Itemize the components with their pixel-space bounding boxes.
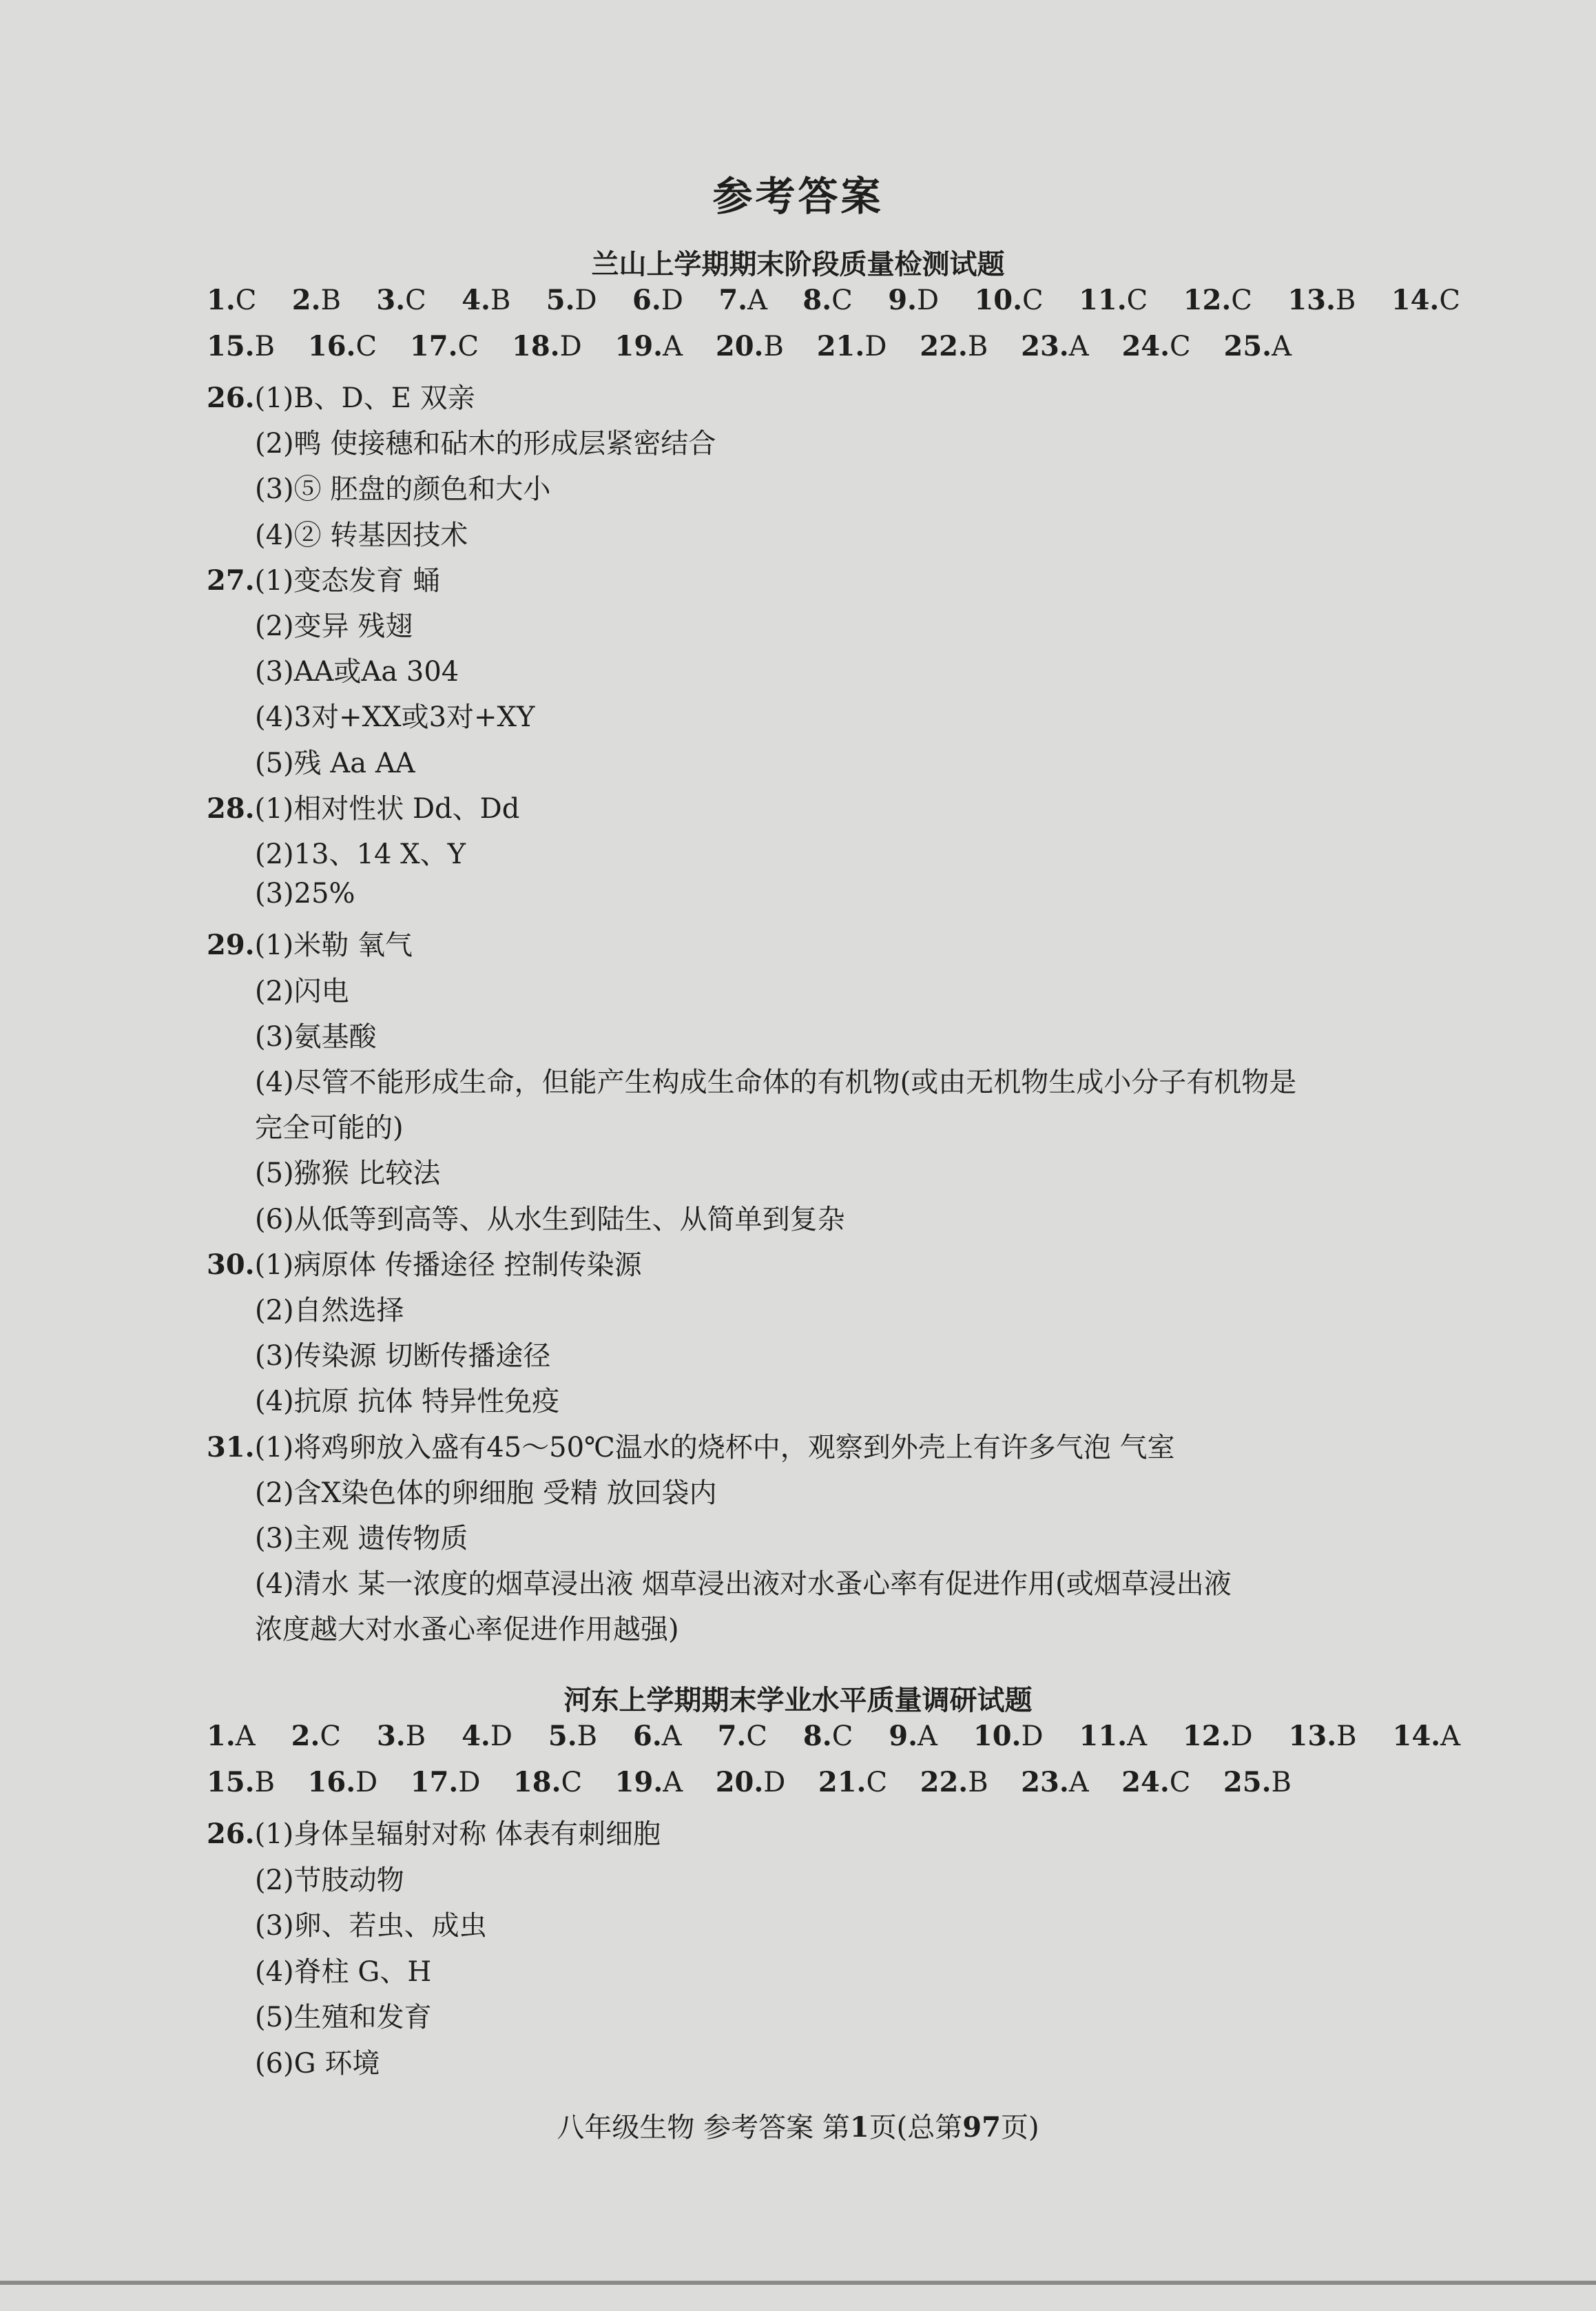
answer-text: (3)传染源 切断传播途径: [255, 1340, 551, 1372]
choice-letter: D: [559, 331, 582, 362]
sub-answer-line: [255, 1060, 1296, 1100]
sub-answer-line: [255, 1288, 404, 1328]
answer-text: (2)变异 残翅: [255, 610, 413, 642]
choice-letter: B: [967, 331, 988, 362]
answer-text: (4)抗原 抗体 特异性免疫: [255, 1386, 560, 1417]
choice-number: 5.: [548, 1720, 577, 1752]
choice-number: 9.: [889, 1720, 918, 1752]
footer-prefix: 八年级生物 参考答案 第: [557, 2112, 850, 2144]
choice-letter: C: [831, 285, 853, 316]
multiple-choice-row: [207, 330, 1292, 362]
question-number: 27.: [207, 564, 255, 597]
section-heading: 兰山上学期期末阶段质量检测试题: [591, 249, 1005, 280]
sub-answer-line: [255, 969, 349, 1009]
choice-answer: [462, 284, 510, 316]
choice-letter: D: [1021, 1721, 1044, 1752]
choice-letter: C: [1126, 285, 1148, 316]
choice-answer: [1224, 330, 1292, 362]
footer-suffix: 页): [1000, 2112, 1039, 2144]
choice-answer: [1079, 284, 1148, 316]
choice-answer: [633, 1720, 682, 1752]
answer-text: (1)米勒 氧气: [254, 929, 413, 961]
choice-number: 3.: [376, 1720, 406, 1752]
choice-letter: C: [320, 1721, 341, 1752]
choice-number: 20.: [715, 1766, 764, 1798]
choice-letter: C: [1170, 331, 1191, 362]
sub-answer-line: [255, 832, 466, 872]
choice-letter: D: [763, 1767, 786, 1798]
choice-answer: [207, 1720, 256, 1752]
sub-answer-line: [255, 1904, 487, 1943]
question-answer-line: [207, 376, 475, 415]
choice-answer: [308, 330, 377, 362]
sub-answer-line: [255, 1995, 432, 2035]
choice-number: 17.: [410, 1766, 459, 1798]
choice-letter: C: [457, 331, 479, 362]
choice-answer: [920, 1766, 988, 1798]
choice-number: 18.: [511, 330, 560, 362]
choice-answer: [718, 1720, 767, 1752]
choice-letter: C: [1169, 1767, 1191, 1798]
sub-answer-line: [255, 422, 716, 461]
choice-answer: [1079, 1720, 1146, 1752]
choice-answer: [291, 1720, 341, 1752]
answer-text: (4)3对+XX或3对+XY: [255, 701, 535, 733]
choice-number: 17.: [409, 330, 458, 362]
choice-answer: [1287, 284, 1356, 316]
choice-answer: [1391, 284, 1460, 316]
choice-number: 5.: [546, 284, 575, 316]
choice-number: 13.: [1287, 284, 1336, 316]
choice-number: 4.: [462, 284, 490, 316]
choice-answer: [1223, 1766, 1292, 1798]
choice-number: 8.: [802, 284, 832, 316]
sub-answer-line: [255, 1608, 679, 1647]
answer-text: (3)25%: [255, 878, 355, 910]
choice-number: 11.: [1079, 1720, 1128, 1752]
choice-number: 1.: [207, 284, 236, 316]
answer-text: (2)自然选择: [255, 1295, 404, 1326]
choice-letter: C: [561, 1767, 583, 1798]
question-answer-line: [207, 1812, 661, 1851]
choice-letter: A: [663, 331, 683, 362]
choice-number: 24.: [1121, 1766, 1170, 1798]
choice-letter: A: [1068, 331, 1089, 362]
choice-number: 16.: [307, 330, 356, 362]
answer-text: (3)卵、若虫、成虫: [255, 1910, 487, 1942]
choice-answer: [512, 330, 582, 362]
answer-text: (1)相对性状 Dd、Dd: [254, 793, 520, 825]
choice-letter: A: [1440, 1721, 1460, 1752]
choice-letter: D: [574, 285, 597, 316]
answer-text: (2)鸭 使接穗和砧木的形成层紧密结合: [255, 428, 716, 460]
choice-letter: A: [1127, 1721, 1147, 1752]
page-edge-shadow: [0, 2281, 1596, 2285]
sub-answer-line: [255, 1151, 440, 1191]
question-number: 28.: [207, 792, 255, 825]
choice-number: 25.: [1223, 1766, 1272, 1798]
choice-answer: [411, 1766, 481, 1798]
choice-letter: B: [490, 285, 511, 316]
choice-number: 13.: [1288, 1720, 1337, 1752]
choice-letter: D: [916, 285, 940, 316]
choice-answer: [974, 284, 1043, 316]
choice-number: 3.: [376, 284, 406, 316]
choice-number: 15.: [207, 330, 255, 362]
choice-answer: [632, 284, 683, 316]
answer-text: (3)AA或Aa 304: [255, 656, 459, 688]
choice-answer: [803, 1720, 853, 1752]
answer-text: (1)B、D、E 双亲: [254, 382, 475, 414]
choice-number: 24.: [1121, 330, 1170, 362]
choice-letter: C: [355, 331, 377, 362]
choice-number: 15.: [207, 1766, 255, 1798]
answer-text: (3)主观 遗传物质: [255, 1523, 468, 1554]
choice-letter: A: [235, 1721, 256, 1752]
choice-number: 22.: [920, 1766, 968, 1798]
choice-letter: A: [661, 1721, 682, 1752]
choice-letter: B: [1335, 285, 1356, 316]
choice-answer: [1021, 330, 1088, 362]
choice-number: 20.: [715, 330, 764, 362]
answer-text: (1)身体呈辐射对称 体表有刺细胞: [254, 1818, 661, 1850]
multiple-choice-row: [207, 1720, 1460, 1752]
page-title: 参考答案: [712, 173, 884, 220]
multiple-choice-row: [207, 284, 1460, 316]
choice-number: 10.: [973, 1720, 1022, 1752]
answer-text: (4)② 转基因技术: [255, 520, 468, 551]
sub-answer-line: [255, 1334, 550, 1373]
choice-letter: B: [577, 1721, 598, 1752]
choice-answer: [889, 1720, 937, 1752]
choice-answer: [376, 284, 426, 316]
sub-answer-line: [255, 604, 413, 644]
choice-letter: C: [746, 1721, 767, 1752]
choice-letter: A: [1068, 1767, 1089, 1798]
footer-middle: 页(总第: [869, 2112, 963, 2144]
choice-answer: [888, 284, 939, 316]
choice-number: 6.: [632, 284, 661, 316]
sub-answer-line: [255, 1015, 377, 1054]
choice-number: 16.: [307, 1766, 356, 1798]
multiple-choice-row: [207, 1766, 1292, 1798]
answer-text: (2)闪电: [255, 976, 349, 1007]
choice-number: 10.: [974, 284, 1023, 316]
choice-answer: [513, 1766, 582, 1798]
choice-letter: A: [1272, 331, 1292, 362]
choice-letter: D: [355, 1767, 378, 1798]
question-number: 30.: [207, 1249, 255, 1281]
choice-number: 1.: [207, 1720, 236, 1752]
choice-answer: [377, 1720, 426, 1752]
choice-letter: D: [1230, 1721, 1253, 1752]
choice-answer: [546, 284, 597, 316]
choice-number: 2.: [291, 284, 321, 316]
choice-letter: B: [1271, 1767, 1292, 1798]
choice-number: 7.: [718, 284, 748, 316]
sub-answer-line: [255, 1198, 845, 1237]
answer-text: 完全可能的): [255, 1112, 404, 1144]
section-heading: 河东上学期期末学业水平质量调研试题: [563, 1685, 1033, 1716]
choice-letter: C: [1231, 285, 1252, 316]
choice-letter: B: [763, 331, 784, 362]
answer-text: (2)节肢动物: [255, 1865, 404, 1896]
choice-letter: D: [490, 1721, 512, 1752]
choice-letter: C: [831, 1721, 853, 1752]
choice-letter: A: [918, 1721, 937, 1752]
answer-text: (1)变态发育 蛹: [254, 565, 440, 597]
choice-number: 2.: [291, 1720, 320, 1752]
choice-answer: [1121, 330, 1190, 362]
sub-answer-line: [255, 1517, 468, 1556]
footer-page-number: 1: [849, 2111, 869, 2144]
choice-letter: C: [235, 285, 257, 316]
choice-answer: [1393, 1720, 1460, 1752]
choice-number: 18.: [512, 1766, 561, 1798]
choice-letter: B: [405, 1721, 426, 1752]
sub-answer-line: [255, 1471, 717, 1510]
question-answer-line: [207, 787, 519, 826]
choice-answer: [292, 284, 341, 316]
choice-answer: [802, 284, 852, 316]
choice-answer: [1021, 1766, 1088, 1798]
sub-answer-line: [255, 650, 459, 689]
page-footer: [0, 2106, 1596, 2145]
answer-text: 浓度越大对水蚤心率促进作用越强): [255, 1614, 679, 1645]
choice-answer: [920, 330, 988, 362]
sub-answer-line: [255, 1106, 404, 1145]
question-number: 31.: [207, 1431, 255, 1463]
choice-answer: [1183, 284, 1252, 316]
choice-answer: [1183, 1720, 1253, 1752]
answer-text: (5)猕猴 比较法: [255, 1158, 441, 1189]
choice-answer: [615, 1766, 683, 1798]
choice-answer: [818, 1766, 887, 1798]
answer-text: (2)13、14 X、Y: [255, 839, 466, 870]
answer-text: (6)G 环境: [255, 2048, 380, 2079]
choice-letter: C: [866, 1767, 888, 1798]
choice-number: 12.: [1183, 284, 1232, 316]
answer-text: (5)生殖和发育: [255, 2002, 432, 2033]
choice-answer: [410, 330, 479, 362]
choice-number: 6.: [632, 1720, 662, 1752]
sub-answer-line: [255, 741, 415, 781]
choice-letter: B: [254, 1767, 275, 1798]
choice-number: 14.: [1392, 1720, 1441, 1752]
choice-answer: [1289, 1720, 1357, 1752]
choice-number: 21.: [816, 330, 865, 362]
sub-answer-line: [255, 1562, 1232, 1601]
choice-letter: C: [405, 285, 426, 316]
footer-total-pages: 97: [962, 2111, 1001, 2144]
choice-number: 23.: [1021, 330, 1069, 362]
choice-number: 4.: [462, 1720, 490, 1752]
answer-text: (3)⑤ 胚盘的颜色和大小: [255, 473, 551, 505]
choice-number: 19.: [614, 1766, 663, 1798]
choice-number: 7.: [717, 1720, 747, 1752]
choice-answer: [207, 1766, 275, 1798]
sub-answer-line: [255, 1379, 559, 1419]
answer-text: (3)氨基酸: [255, 1021, 377, 1053]
choice-number: 25.: [1223, 330, 1272, 362]
choice-number: 9.: [888, 284, 917, 316]
choice-letter: C: [1022, 285, 1044, 316]
choice-answer: [973, 1720, 1044, 1752]
sub-answer-line: [255, 513, 468, 553]
choice-number: 21.: [818, 1766, 867, 1798]
choice-number: 22.: [920, 330, 968, 362]
sub-answer-line: [255, 878, 355, 910]
choice-letter: D: [864, 331, 887, 362]
sub-answer-line: [255, 1858, 404, 1898]
sub-answer-line: [255, 2042, 380, 2081]
choice-answer: [817, 330, 887, 362]
choice-letter: D: [661, 285, 683, 316]
answer-text: (4)脊柱 G、H: [255, 1956, 432, 1988]
sub-answer-line: [255, 467, 550, 506]
choice-answer: [615, 330, 683, 362]
sub-answer-line: [255, 1950, 431, 1989]
choice-answer: [718, 284, 767, 316]
choice-number: 23.: [1021, 1766, 1069, 1798]
choice-answer: [207, 330, 275, 362]
answer-text: (6)从低等到高等、从水生到陆生、从简单到复杂: [255, 1204, 845, 1235]
question-answer-line: [207, 559, 440, 598]
sub-answer-line: [255, 695, 535, 735]
question-answer-line: [207, 1426, 1175, 1465]
choice-answer: [716, 330, 784, 362]
question-answer-line: [207, 923, 413, 963]
choice-letter: D: [458, 1767, 481, 1798]
choice-letter: B: [254, 331, 275, 362]
choice-answer: [1121, 1766, 1190, 1798]
choice-answer: [716, 1766, 786, 1798]
choice-answer: [462, 1720, 512, 1752]
choice-letter: B: [968, 1767, 988, 1798]
answer-text: (1)将鸡卵放入盛有45～50℃温水的烧杯中，观察到外壳上有许多气泡 气室: [254, 1432, 1175, 1463]
question-answer-line: [207, 1243, 642, 1282]
question-number: 26.: [207, 382, 255, 414]
choice-number: 19.: [614, 330, 663, 362]
answer-text: (1)病原体 传播途径 控制传染源: [254, 1249, 642, 1281]
choice-number: 8.: [802, 1720, 832, 1752]
choice-letter: A: [663, 1767, 683, 1798]
question-number: 26.: [207, 1818, 255, 1850]
answer-text: (4)清水 某一浓度的烟草浸出液 烟草浸出液对水蚤心率有促进作用(或烟草浸出液: [255, 1568, 1232, 1600]
choice-number: 14.: [1391, 284, 1440, 316]
choice-answer: [207, 284, 256, 316]
choice-number: 12.: [1182, 1720, 1231, 1752]
choice-letter: B: [1336, 1721, 1357, 1752]
choice-number: 11.: [1079, 284, 1127, 316]
answer-text: (4)尽管不能形成生命，但能产生构成生命体的有机物(或由无机物生成小分子有机物是: [255, 1067, 1297, 1098]
answer-text: (5)残 Aa AA: [255, 748, 415, 779]
choice-answer: [308, 1766, 378, 1798]
choice-answer: [548, 1720, 597, 1752]
answer-text: (2)含X染色体的卵细胞 受精 放回袋内: [255, 1477, 717, 1509]
choice-letter: C: [1439, 285, 1460, 316]
choice-letter: A: [747, 285, 767, 316]
choice-letter: B: [320, 285, 341, 316]
question-number: 29.: [207, 929, 255, 961]
